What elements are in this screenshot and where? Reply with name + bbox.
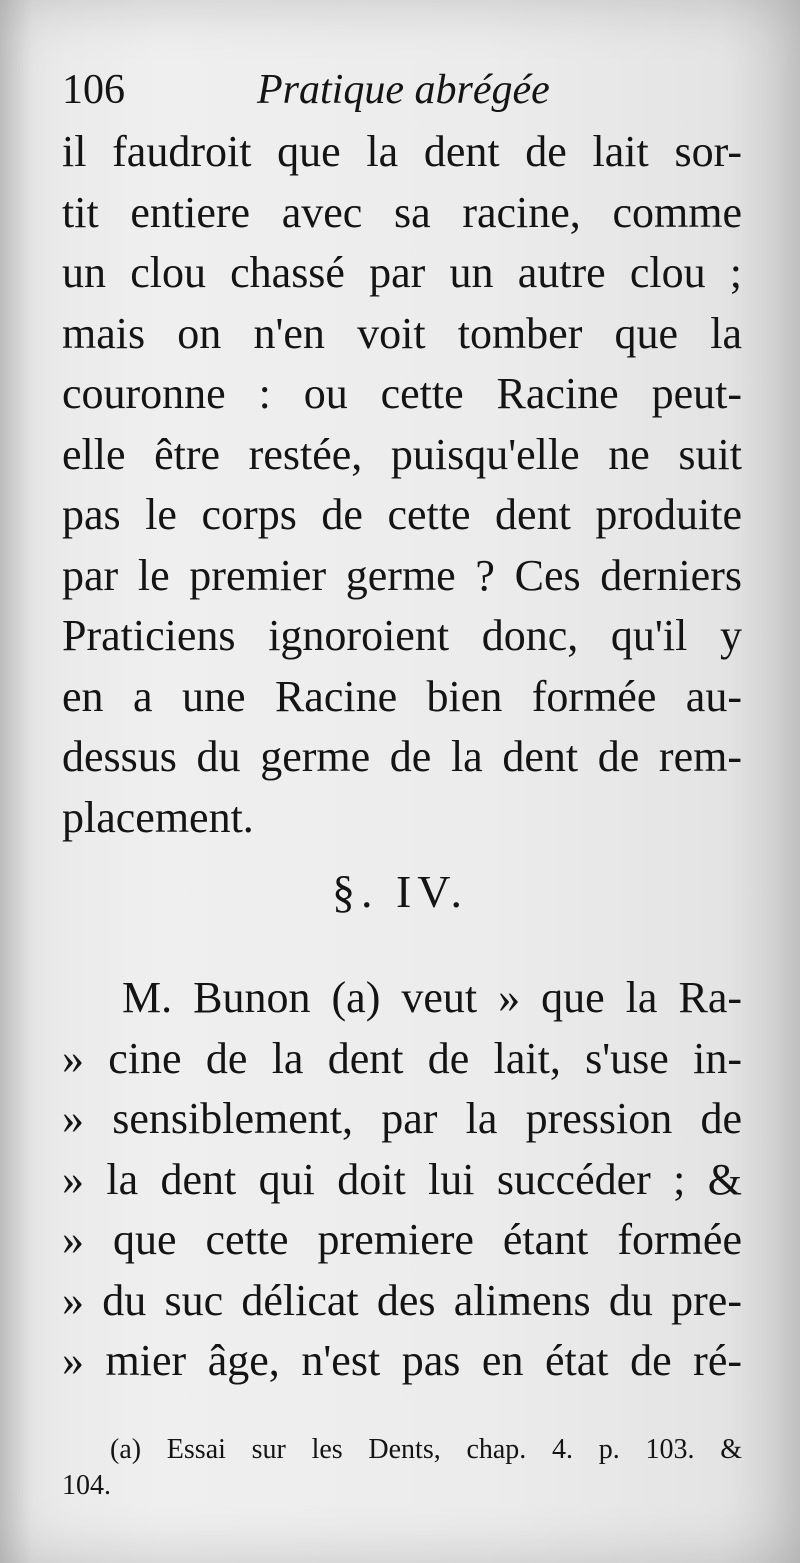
text-line: tit entiere avec sa racine, comme bbox=[62, 187, 742, 237]
text-line: un clou chassé par un autre clou ; bbox=[62, 248, 742, 297]
text-line: pas le corps de cette dent produite bbox=[62, 490, 742, 539]
text-line: placement. bbox=[62, 792, 254, 842]
footnote-line: (a) Essai sur les Dents, chap. 4. p. 103. & bbox=[110, 1434, 742, 1465]
text-line: elle être restée, puisqu'elle ne suit bbox=[62, 429, 742, 479]
running-head bbox=[62, 60, 742, 120]
text-line: Praticiens ignoroient donc, qu'il y bbox=[62, 611, 742, 660]
text-line: dessus du germe de la dent de rem- bbox=[62, 732, 742, 781]
text-line: couronne : ou cette Racine peut- bbox=[62, 369, 742, 418]
text-line: » cine de la dent de lait, s'use in- bbox=[62, 1033, 742, 1083]
footnote bbox=[62, 1432, 742, 1504]
text-line: » sensiblement, par la pression de bbox=[62, 1094, 742, 1143]
text-line: mais on n'en voit tomber que la bbox=[62, 308, 742, 358]
text-line: par le premier germe ? Ces derniers bbox=[62, 550, 742, 600]
footnote-line: 104. bbox=[62, 1470, 111, 1501]
text-line: en a une Racine bien formée au- bbox=[62, 671, 742, 721]
paragraph-1 bbox=[62, 122, 742, 848]
text-line: il faudroit que la dent de lait sor- bbox=[62, 127, 742, 176]
text-line: M. Bunon (a) veut » que la Ra- bbox=[122, 973, 742, 1022]
text-line: » mier âge, n'est pas en état de ré- bbox=[62, 1336, 742, 1385]
text-line: » la dent qui doit lui succéder ; & bbox=[62, 1154, 742, 1204]
text-line: » que cette premiere étant formée bbox=[62, 1215, 742, 1264]
running-title: Pratique abrégée bbox=[257, 67, 550, 113]
page-number: 106 bbox=[62, 67, 125, 113]
section-heading: §. IV. bbox=[331, 866, 469, 917]
text-line: » du suc délicat des alimens du pre- bbox=[62, 1275, 742, 1325]
paragraph-2 bbox=[62, 968, 742, 1392]
